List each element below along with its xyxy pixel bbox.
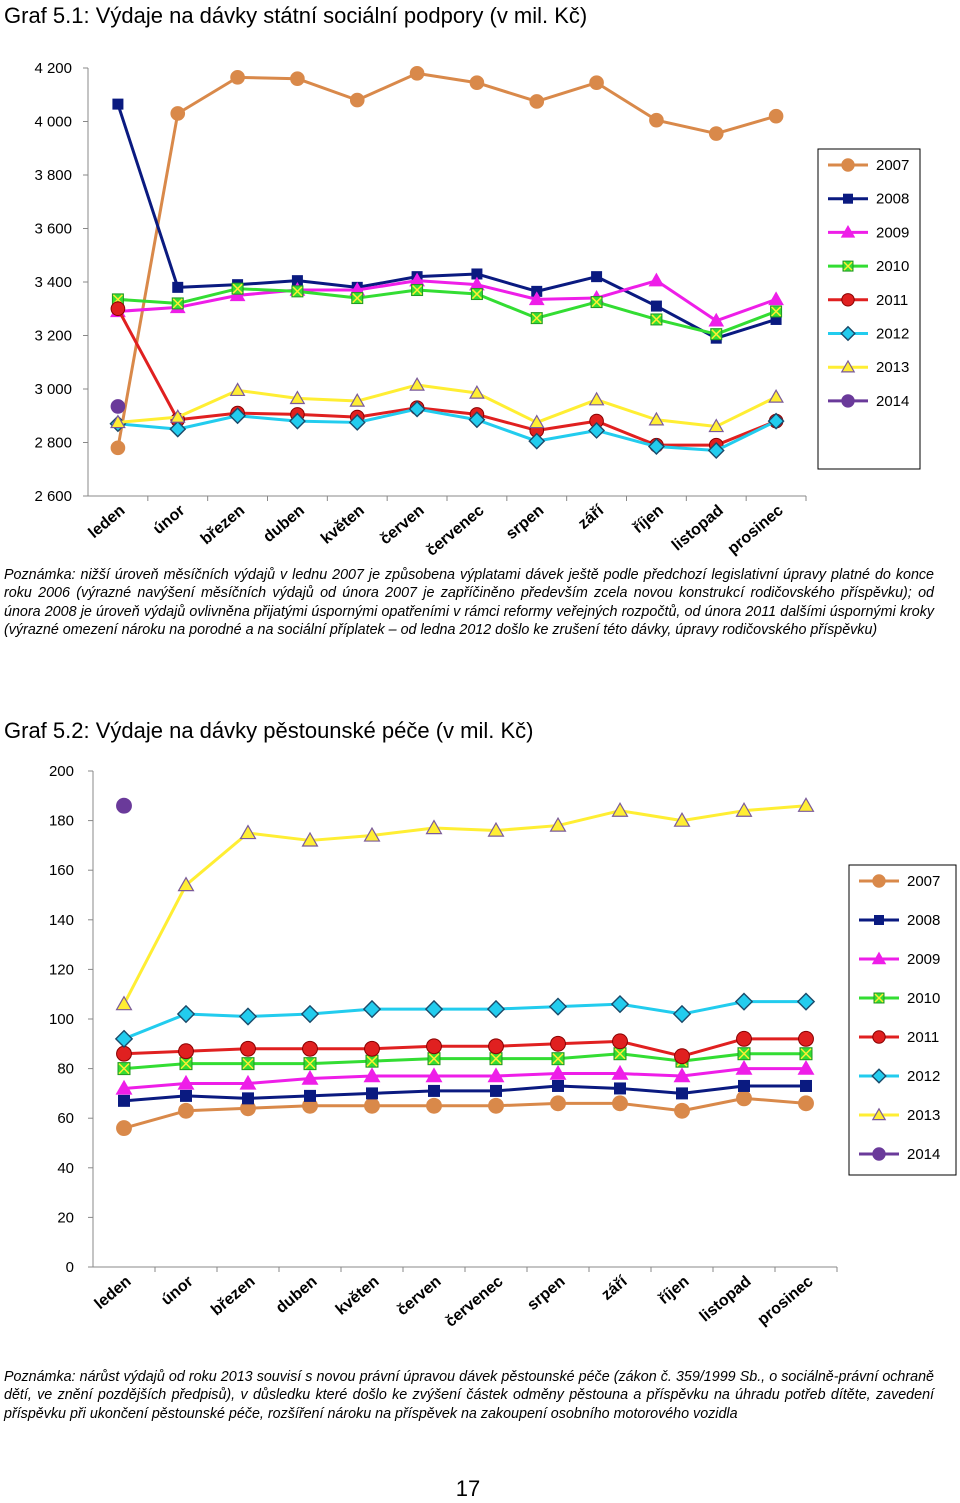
legend-marker — [874, 993, 884, 1003]
legend-marker — [842, 159, 854, 171]
data-point-2007-září — [590, 76, 604, 90]
y-tick-label: 0 — [65, 1259, 74, 1276]
data-point-2011-březen — [241, 1041, 256, 1056]
x-tick-label: září — [575, 502, 608, 533]
data-point-2007-leden — [111, 441, 125, 455]
y-tick-label: 3 600 — [34, 220, 72, 238]
legend-label: 2007 — [876, 157, 910, 174]
data-point-2010-únor — [172, 298, 183, 309]
legend-marker — [843, 261, 853, 271]
legend-label: 2012 — [907, 1068, 941, 1085]
legend-marker — [873, 1031, 885, 1043]
legend-marker — [874, 915, 884, 925]
y-tick-label: 3 400 — [34, 274, 72, 291]
data-point-2011-červenec — [489, 1039, 504, 1054]
legend-label: 2014 — [907, 1146, 941, 1163]
data-point-2012-prosinec — [769, 414, 784, 429]
data-point-2010-červen — [428, 1053, 440, 1065]
data-point-2008-únor — [172, 282, 183, 293]
x-tick-label: červenec — [423, 502, 488, 560]
x-tick-label: leden — [91, 1273, 135, 1313]
legend-label: 2010 — [907, 990, 941, 1007]
data-point-2013-září — [613, 803, 628, 816]
data-point-2007-únor — [179, 1103, 194, 1118]
data-point-2011-červen — [427, 1039, 442, 1054]
legend-label: 2013 — [907, 1107, 941, 1124]
data-point-2007-červenec — [489, 1098, 504, 1113]
data-point-2011-leden — [117, 1046, 132, 1061]
data-point-2010-červen — [412, 285, 423, 296]
data-point-2007-květen — [350, 93, 364, 107]
data-point-2011-květen — [365, 1041, 380, 1056]
y-tick-label: 120 — [48, 961, 74, 979]
y-tick-label: 20 — [57, 1209, 74, 1227]
legend-label: 2009 — [907, 951, 941, 968]
legend-marker — [873, 875, 885, 887]
series-2008 — [112, 99, 781, 344]
x-tick-label: srpen — [524, 1273, 569, 1315]
y-tick-label: 3 800 — [34, 167, 72, 184]
page-number: 17 — [455, 1476, 481, 1501]
x-tick-label: říjen — [655, 1273, 693, 1308]
data-point-2010-září — [591, 297, 602, 308]
data-point-2012-říjen — [674, 1006, 690, 1022]
data-point-2010-prosinec — [800, 1048, 812, 1060]
data-point-2007-srpen — [551, 1096, 566, 1111]
data-point-2008-prosinec — [800, 1080, 812, 1092]
data-point-2008-červen — [428, 1085, 440, 1097]
data-point-2008-říjen — [676, 1087, 688, 1099]
data-point-2007-říjen — [675, 1103, 690, 1118]
data-point-2010-duben — [292, 286, 303, 297]
data-point-2012-srpen — [529, 434, 544, 449]
data-point-2012-prosinec — [798, 993, 814, 1009]
data-point-2007-září — [613, 1096, 628, 1111]
legend-label: 2012 — [876, 325, 910, 343]
data-point-2010-červenec — [490, 1053, 502, 1065]
data-point-2007-leden — [117, 1121, 132, 1136]
x-tick-label: září — [598, 1273, 631, 1304]
data-point-2012-duben — [302, 1006, 318, 1022]
data-point-2007-červen — [410, 67, 424, 81]
series-line-2008 — [118, 104, 776, 338]
data-point-2007-srpen — [530, 95, 544, 109]
chart2-note: Poznámka: nárůst výdajů od roku 2013 souvisí s novou právní úpravou dávek pěstounské péče (zákon č. 359/1999 Sb., o sociálně-právní ochraně dětí, ve znění pozdějších předpisů), v důsledku které došlo ke zvýšení částek odměny pěstouna a příspěvku na úhradu potřeb dítěte, zavedení příspěvku při ukončení pěstounské péče, rozšíření nároku na příspěvek na zakoupení osobního motorového vozidla — [4, 1369, 934, 1422]
legend-marker — [873, 1148, 885, 1160]
legend — [849, 865, 956, 1175]
data-point-2013-březen — [241, 826, 256, 839]
data-point-2012-únor — [178, 1006, 194, 1022]
x-tick-label: srpen — [503, 502, 548, 544]
legend-label: 2010 — [876, 258, 910, 276]
data-point-2008-květen — [366, 1087, 378, 1099]
x-tick-label: červen — [377, 502, 428, 549]
data-point-2007-květen — [365, 1098, 380, 1113]
data-point-2012-leden — [116, 1031, 132, 1047]
data-point-2012-květen — [364, 1001, 380, 1017]
legend — [818, 149, 920, 469]
chart1-plot — [0, 50, 960, 560]
data-point-2011-prosinec — [799, 1031, 814, 1046]
data-point-2010-březen — [242, 1058, 254, 1070]
legend-label: 2013 — [876, 359, 910, 377]
series-line-2011 — [118, 309, 776, 445]
data-point-2010-říjen — [651, 314, 662, 325]
data-point-2010-srpen — [531, 313, 542, 324]
data-point-2010-prosinec — [771, 306, 782, 317]
x-tick-label: březen — [197, 502, 249, 549]
data-point-2008-září — [614, 1082, 626, 1094]
series-line-2008 — [124, 1086, 806, 1101]
y-tick-label: 3 200 — [34, 327, 72, 345]
series-2010 — [112, 283, 781, 339]
series-2012 — [116, 993, 814, 1047]
legend-label: 2014 — [876, 392, 910, 410]
data-point-2012-březen — [240, 1008, 256, 1024]
series-2013 — [117, 798, 814, 1009]
data-point-2007-červen — [427, 1098, 442, 1113]
series-line-2007 — [118, 73, 776, 448]
x-tick-label: prosinec — [724, 502, 787, 558]
data-point-2010-duben — [304, 1058, 316, 1070]
y-tick-label: 100 — [48, 1011, 74, 1028]
series-2009 — [111, 274, 783, 326]
data-point-2011-září — [613, 1034, 628, 1049]
series-2014 — [117, 798, 132, 813]
data-point-2010-srpen — [552, 1053, 564, 1065]
chart1-heading: Graf 5.1: Výdaje na dávky státní sociální podpory (v mil. Kč) — [4, 3, 588, 28]
legend-label: 2009 — [876, 224, 910, 242]
data-point-2008-únor — [180, 1090, 192, 1102]
y-tick-label: 200 — [48, 763, 74, 780]
data-point-2012-listopad — [736, 993, 752, 1009]
data-point-2012-srpen — [550, 998, 566, 1014]
data-point-2008-listopad — [738, 1080, 750, 1092]
data-point-2007-duben — [291, 72, 305, 86]
data-point-2014-leden — [117, 798, 132, 813]
y-tick-label: 2 600 — [34, 488, 72, 505]
x-tick-label: únor — [158, 1273, 197, 1309]
data-point-2010-květen — [352, 293, 363, 304]
chart1-note: Poznámka: nižší úroveň měsíčních výdajů v lednu 2007 je způsobena výplatami dávek ještě podle předchozí legislativní úpravy platné do konce roku 2006 (výrazné navýšení měsíčních výdajů od února 2007 je zapříčiněno především zcela novou konstrukcí rodičovského příspěvku); od února 2008 je úroveň výdajů ovlivněna přijatými úspornými opatřeními v rámci reformy veřejných rozpočtů, od února 2011 dalšími úspornými kroky (výrazné omezení nároku na porodné a na sociální příplatek – od ledna 2012 došlo ke zrušení této dávky, úpravy rodičovského příspěvku) — [4, 567, 934, 639]
series-2013 — [111, 378, 783, 431]
x-tick-label: duben — [272, 1273, 321, 1317]
series-line-2007 — [124, 1098, 806, 1128]
data-point-2010-únor — [180, 1058, 192, 1070]
data-point-2010-červenec — [471, 289, 482, 300]
legend-label: 2008 — [907, 912, 941, 929]
series-line-2009 — [124, 1069, 806, 1089]
series-line-2010 — [124, 1054, 806, 1069]
series-2010 — [118, 1048, 812, 1075]
x-tick-label: prosinec — [754, 1273, 817, 1329]
data-point-2008-leden — [112, 99, 123, 110]
legend-label: 2011 — [876, 291, 909, 309]
x-tick-label: červenec — [442, 1273, 507, 1331]
y-tick-label: 40 — [57, 1159, 74, 1177]
series-2007 — [111, 67, 783, 455]
data-point-2011-únor — [179, 1044, 194, 1059]
data-point-2008-duben — [304, 1090, 316, 1102]
y-tick-label: 160 — [48, 862, 74, 880]
data-point-2010-březen — [232, 283, 243, 294]
data-point-2010-listopad — [711, 329, 722, 340]
data-point-2008-srpen — [552, 1080, 564, 1092]
data-point-2009-říjen — [650, 274, 664, 286]
data-point-2010-květen — [366, 1055, 378, 1067]
data-point-2012-červen — [426, 1001, 442, 1017]
data-point-2008-září — [591, 271, 602, 282]
x-tick-label: duben — [260, 502, 308, 546]
legend-label: 2008 — [876, 190, 910, 208]
y-tick-label: 4 200 — [34, 60, 72, 77]
data-point-2007-listopad — [709, 127, 723, 141]
data-point-2009-prosinec — [769, 293, 783, 305]
data-point-2011-říjen — [675, 1049, 690, 1064]
y-tick-label: 140 — [48, 911, 74, 929]
data-point-2007-březen — [231, 71, 245, 85]
y-tick-label: 60 — [57, 1110, 74, 1128]
data-point-2013-prosinec — [769, 390, 783, 402]
y-tick-label: 3 000 — [34, 381, 72, 398]
data-point-2008-březen — [242, 1092, 254, 1104]
x-tick-label: květen — [332, 1273, 383, 1319]
x-tick-label: říjen — [630, 502, 667, 537]
series-line-2012 — [124, 1002, 806, 1039]
series-2014 — [111, 400, 125, 414]
data-point-2011-listopad — [737, 1031, 752, 1046]
data-point-2010-leden — [118, 1063, 130, 1075]
data-point-2007-prosinec — [769, 109, 783, 123]
data-point-2007-listopad — [737, 1091, 752, 1106]
data-point-2008-říjen — [651, 301, 662, 312]
x-tick-label: červen — [394, 1273, 445, 1320]
data-point-2013-leden — [117, 997, 132, 1010]
data-point-2014-leden — [111, 400, 125, 414]
data-point-2010-září — [614, 1048, 626, 1060]
legend-label: 2007 — [907, 873, 941, 890]
series-line-2013 — [124, 806, 806, 1004]
x-tick-label: březen — [208, 1273, 259, 1320]
data-point-2013-září — [590, 393, 604, 405]
x-tick-label: listopad — [696, 1273, 755, 1326]
y-tick-label: 180 — [48, 812, 74, 830]
legend-marker — [843, 194, 853, 204]
data-point-2011-srpen — [551, 1036, 566, 1051]
data-point-2007-únor — [171, 107, 185, 121]
x-tick-label: leden — [85, 502, 129, 542]
legend-label: 2011 — [907, 1029, 940, 1046]
series-line-2011 — [124, 1039, 806, 1056]
y-tick-label: 4 000 — [34, 113, 72, 131]
data-point-2011-leden — [111, 302, 125, 316]
x-tick-label: listopad — [668, 502, 727, 555]
chart2-heading: Graf 5.2: Výdaje na dávky pěstounské péče (v mil. Kč) — [4, 718, 534, 743]
data-point-2007-prosinec — [799, 1096, 814, 1111]
data-point-2007-říjen — [650, 113, 664, 127]
data-point-2012-září — [612, 996, 628, 1012]
x-tick-label: květen — [318, 502, 368, 548]
data-point-2011-duben — [303, 1041, 318, 1056]
data-point-2012-červenec — [488, 1001, 504, 1017]
data-point-2010-listopad — [738, 1048, 750, 1060]
y-tick-label: 80 — [57, 1060, 74, 1078]
legend-marker — [842, 395, 854, 407]
data-point-2007-červenec — [470, 76, 484, 90]
data-point-2008-leden — [118, 1095, 130, 1107]
x-tick-label: únor — [150, 502, 189, 538]
legend-marker — [842, 294, 854, 306]
chart2-plot — [0, 755, 960, 1365]
y-tick-label: 2 800 — [34, 434, 72, 452]
data-point-2008-červenec — [490, 1085, 502, 1097]
